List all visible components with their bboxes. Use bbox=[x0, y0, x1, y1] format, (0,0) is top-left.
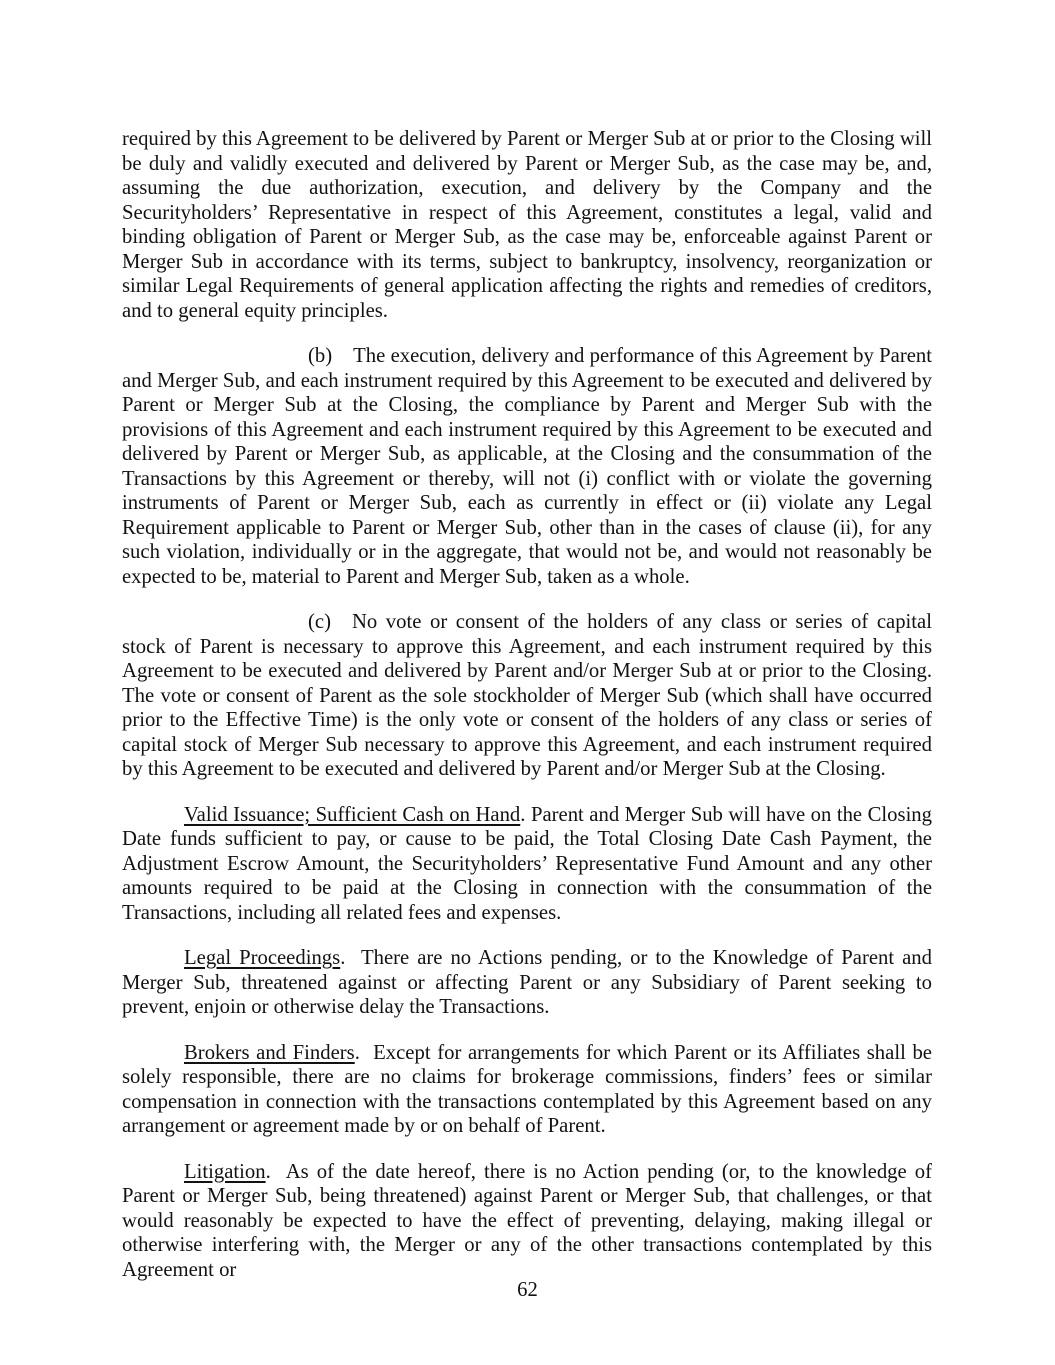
paragraph bbox=[122, 610, 932, 782]
paragraph bbox=[122, 127, 932, 323]
paragraph bbox=[122, 803, 932, 926]
paragraph bbox=[122, 1160, 932, 1283]
document-body bbox=[122, 127, 932, 1303]
paragraph bbox=[122, 344, 932, 589]
paragraph-text: required by this Agreement to be delivered by Parent or Merger Sub at or prior to the Closing will be duly and validly executed and delivered by Parent or Merger Sub, as the case may be, and, assuming the due authorization, execution, and delivery by the Company and the Securityholders’ Representative in respect of this Agreement, constitutes a legal, valid and binding obligation of Parent or Merger Sub, as the case may be, enforceable against Parent or Merger Sub in accordance with its terms, subject to bankruptcy, insolvency, reorganization or similar Legal Requirements of general application affecting the rights and remedies of creditors, and to general equity principles. bbox=[122, 128, 932, 322]
page-number: 62 bbox=[517, 1279, 538, 1301]
section-heading: Valid Issuance; Sufficient Cash on Hand bbox=[184, 803, 521, 826]
paragraph bbox=[122, 946, 932, 1020]
section-heading: Litigation bbox=[184, 1160, 266, 1183]
section-heading: Brokers and Finders bbox=[184, 1041, 355, 1064]
section-heading: Legal Proceedings bbox=[184, 947, 341, 969]
subsection-label: (b) bbox=[308, 345, 333, 367]
paragraph-text: . As of the date hereof, there is no Action pending (or, to the knowledge of Parent or Merger Sub, being threatened) against Parent or Merger Sub, that challenges, or that would reasonably be expected to have the effect of preventing, delaying, making illegal or otherwise interfering with, the Merger or any of the other transactions contemplated by this Agreement or bbox=[122, 1160, 932, 1281]
paragraph-text: . Parent and Merger Sub will have on the Closing Date funds sufficient to pay, or cause to be paid, the Total Closing Date Cash Payment, the Adjustment Escrow Amount, the Securityholders’ Representative Fund Amount and any other amounts required to be paid at the Closing in connection with the consummation of the Transactions, including all related fees and expenses. bbox=[122, 803, 932, 924]
paragraph-text: . There are no Actions pending, or to the Knowledge of Parent and Merger Sub, threatened against or affecting Parent or any Subsidiary of Parent seeking to prevent, enjoin or otherwise delay the Transactions. bbox=[122, 947, 932, 1018]
paragraph-text: . Except for arrangements for which Parent or its Affiliates shall be solely responsible, there are no claims for brokerage commissions, finders’ fees or similar compensation in connection with the transactions contemplated by this Agreement based on any arrangement or agreement made by or on behalf of Parent. bbox=[122, 1041, 932, 1137]
paragraph bbox=[122, 1041, 932, 1139]
paragraph-text: The execution, delivery and performance of this Agreement by Parent and Merger Sub, and each instrument required by this Agreement to be executed and delivered by Parent or Merger Sub at the Closing, the compliance by Parent and Merger Sub with the provisions of this Agreement and each instrument required by this Agreement to be executed and delivered by Parent or Merger Sub, as applicable, at the Closing and the consummation of the Transactions by this Agreement or thereby, will not (i) conflict with or violate the governing instruments of Parent or Merger Sub, each as currently in effect or (ii) violate any Legal Requirement applicable to Parent or Merger Sub, other than in the cases of clause (ii), for any such violation, individually or in the aggregate, that would not be, and would not reasonably be expected to be, material to Parent and Merger Sub, taken as a whole. bbox=[122, 345, 932, 588]
paragraph-text: No vote or consent of the holders of any class or series of capital stock of Parent is necessary to approve this Agreement, and each instrument required by this Agreement to be executed and delivered by Parent and/or Merger Sub at or prior to the Closing. The vote or consent of Parent as the sole stockholder of Merger Sub (which shall have occurred prior to the Effective Time) is the only vote or consent of the holders of any class or series of capital stock of Merger Sub necessary to approve this Agreement, and each instrument required by this Agreement to be executed and delivered by Parent and/or Merger Sub at the Closing. bbox=[122, 611, 932, 780]
subsection-label: (c) bbox=[308, 611, 331, 633]
